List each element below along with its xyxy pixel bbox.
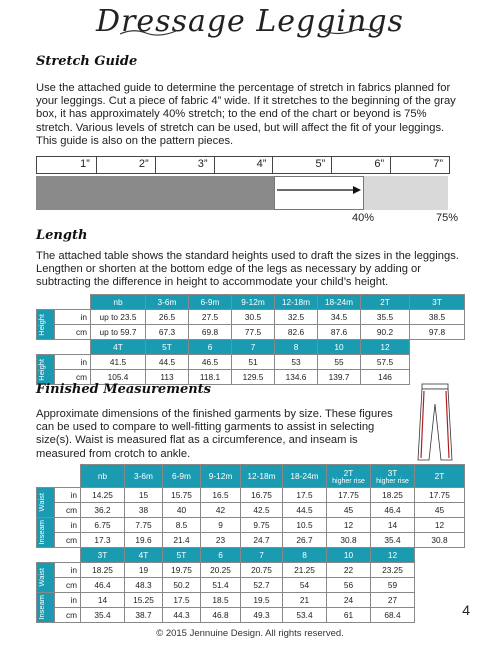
ruler-label: 4” <box>256 158 267 170</box>
ruler-tick <box>155 157 156 173</box>
table-cell: 42 <box>201 503 241 518</box>
table-cell: 9.75 <box>241 518 283 533</box>
table-cell: 30.5 <box>232 310 275 325</box>
table-cell: 49.3 <box>241 608 283 623</box>
table-cell: 20.75 <box>241 563 283 578</box>
size-header: 2T higher rise <box>327 465 371 488</box>
unit-label: cm <box>55 370 91 385</box>
table-cell: 6.75 <box>81 518 125 533</box>
size-header: 8 <box>283 548 327 563</box>
table-cell: 146 <box>361 370 410 385</box>
table-cell: 46.8 <box>201 608 241 623</box>
table-cell: 57.5 <box>361 355 410 370</box>
table-cell: 14 <box>81 593 125 608</box>
size-header: nb <box>91 295 146 310</box>
table-cell: 139.7 <box>318 370 361 385</box>
unit-label: cm <box>55 325 91 340</box>
table-cell: 27 <box>371 593 415 608</box>
table-cell: 26.7 <box>283 533 327 548</box>
table-cell: 32.5 <box>275 310 318 325</box>
pct-40-label: 40% <box>352 212 375 224</box>
ruler-label: 2” <box>138 158 149 170</box>
table-cell: 18.25 <box>81 563 125 578</box>
table-cell: 129.5 <box>232 370 275 385</box>
table-cell: 24.7 <box>241 533 283 548</box>
table-cell: 59 <box>371 578 415 593</box>
ruler-tick <box>331 157 332 173</box>
table-cell: 105.4 <box>91 370 146 385</box>
higher-rise-note: higher rise <box>376 477 409 485</box>
table-cell: 30.8 <box>415 533 465 548</box>
table-cell: 35.4 <box>371 533 415 548</box>
table-cell: 23 <box>201 533 241 548</box>
table-cell: 21.4 <box>163 533 201 548</box>
table-cell: 16.5 <box>201 488 241 503</box>
inseam-row-label: Inseam <box>37 518 55 548</box>
table-cell: 87.6 <box>318 325 361 340</box>
table-cell: 38 <box>125 503 163 518</box>
unit-label: in <box>55 563 81 578</box>
ruler-label: 5” <box>315 158 326 170</box>
ruler-label: 3” <box>197 158 208 170</box>
table-cell: 46.5 <box>189 355 232 370</box>
table-cell: 38.5 <box>410 310 465 325</box>
leggings-illustration-icon <box>412 382 458 462</box>
table-cell: 118.1 <box>189 370 232 385</box>
table-cell: 12 <box>327 518 371 533</box>
inseam-row-label: Inseam <box>37 593 55 623</box>
size-header: nb <box>81 465 125 488</box>
table-cell: 40 <box>163 503 201 518</box>
ruler-tick <box>272 157 273 173</box>
ruler-label: 6” <box>374 158 385 170</box>
page-number: 4 <box>462 602 470 618</box>
size-header: 18-24m <box>318 295 361 310</box>
table-cell: 82.6 <box>275 325 318 340</box>
size-header: 5T <box>146 340 189 355</box>
table-cell: 27.5 <box>189 310 232 325</box>
table-cell: 21.25 <box>283 563 327 578</box>
higher-rise-note: higher rise <box>332 477 365 485</box>
ruler-tick <box>214 157 215 173</box>
table-cell: 15.25 <box>125 593 163 608</box>
table-cell: 20.25 <box>201 563 241 578</box>
table-cell: 12 <box>415 518 465 533</box>
table-cell: 19.5 <box>241 593 283 608</box>
table-cell: 53.4 <box>283 608 327 623</box>
table-cell: 77.5 <box>232 325 275 340</box>
table-cell: 17.75 <box>327 488 371 503</box>
table-cell: 34.5 <box>318 310 361 325</box>
unit-label: in <box>55 593 81 608</box>
size-header: 18-24m <box>283 465 327 488</box>
table-cell: 44.5 <box>283 503 327 518</box>
table-cell: 14 <box>371 518 415 533</box>
height-row-label: Height <box>37 310 55 340</box>
page-title: Dressage Leggings <box>96 4 404 39</box>
length-heading: Length <box>36 228 88 243</box>
table-cell: 8.5 <box>163 518 201 533</box>
unit-label: cm <box>55 578 81 593</box>
unit-label: in <box>55 518 81 533</box>
unit-label: in <box>55 310 91 325</box>
table-cell: 53 <box>275 355 318 370</box>
stretch-guide-paragraph: Use the attached guide to determine the percentage of stretch in fabrics planned for your leggings. Cut a piece of fabric 4” wide. If it stretches to the beginning of the gray box, it has approximately 40% stretch; to the end of the chart or beyond is 75% stretch. Various levels of stretch can be used, but will affect the fit of your leggings. This guide is also on the pattern pieces. <box>36 82 456 147</box>
ruler-tick <box>390 157 391 173</box>
ruler-tick <box>96 157 97 173</box>
table-cell: 51 <box>232 355 275 370</box>
table-cell: 61 <box>327 608 371 623</box>
table-cell: 90.2 <box>361 325 410 340</box>
size-header: 6-9m <box>163 465 201 488</box>
table-cell: 14.25 <box>81 488 125 503</box>
table-cell: 18.25 <box>371 488 415 503</box>
table-cell: 17.5 <box>163 593 201 608</box>
table-cell: 97.8 <box>410 325 465 340</box>
inch-ruler <box>36 156 450 174</box>
stretch-dark-box <box>36 176 274 210</box>
waist-row-label: Waist <box>37 488 55 518</box>
finished-measurements-paragraph: Approximate dimensions of the finished garments by size. These figures can be used to compare to well-fitting garments to assist in selecting size(s). Waist is measured flat as a circumference, and inseam is measured from crotch to ankle. <box>36 408 393 460</box>
table-cell: 46.4 <box>371 503 415 518</box>
table-cell: up to 23.5 <box>91 310 146 325</box>
unit-label: in <box>55 355 91 370</box>
size-header: 3T higher rise <box>371 465 415 488</box>
length-paragraph: The attached table shows the standard heights used to draft the sizes in the leggings. Lengthen or shorten at the bottom edge of the legs as necessary by adding or subtracting the difference in height to accommodate your child’s height. <box>36 250 459 289</box>
size-header: 12-18m <box>241 465 283 488</box>
finished-measurements-table <box>36 464 465 623</box>
table-cell: 17.5 <box>283 488 327 503</box>
arrow-right-icon <box>275 177 365 211</box>
ruler-label: 7” <box>433 158 443 170</box>
pct-75-label: 75% <box>436 212 459 224</box>
table-cell: 23.25 <box>371 563 415 578</box>
size-header: 5T <box>163 548 201 563</box>
size-header: 3T <box>81 548 125 563</box>
table-cell: 22 <box>327 563 371 578</box>
size-header: 8 <box>275 340 318 355</box>
size-header: 4T <box>91 340 146 355</box>
table-cell: 67.3 <box>146 325 189 340</box>
unit-label: in <box>55 488 81 503</box>
size-header: 2T <box>415 465 465 488</box>
table-cell: up to 59.7 <box>91 325 146 340</box>
table-cell: 68.4 <box>371 608 415 623</box>
table-cell: 55 <box>318 355 361 370</box>
table-cell: 19 <box>125 563 163 578</box>
table-cell: 10.5 <box>283 518 327 533</box>
size-header: 2T <box>361 295 410 310</box>
table-cell: 19.6 <box>125 533 163 548</box>
right-swirl-ornament <box>322 26 382 38</box>
table-cell: 50.2 <box>163 578 201 593</box>
finished-measurements-heading: Finished Measurements <box>36 382 211 397</box>
table-cell: 45 <box>327 503 371 518</box>
table-cell: 24 <box>327 593 371 608</box>
table-cell: 21 <box>283 593 327 608</box>
table-cell: 41.5 <box>91 355 146 370</box>
unit-label: cm <box>55 608 81 623</box>
table-cell: 44.3 <box>163 608 201 623</box>
left-swirl-ornament <box>118 26 178 38</box>
size-header: 10 <box>327 548 371 563</box>
size-header: 12 <box>361 340 410 355</box>
table-cell: 134.6 <box>275 370 318 385</box>
table-cell: 26.5 <box>146 310 189 325</box>
size-header: 6-9m <box>189 295 232 310</box>
table-cell: 42.5 <box>241 503 283 518</box>
size-header: 3-6m <box>125 465 163 488</box>
table-cell: 54 <box>283 578 327 593</box>
unit-label: cm <box>55 533 81 548</box>
table-cell: 51.4 <box>201 578 241 593</box>
table-cell: 52.7 <box>241 578 283 593</box>
size-header: 10 <box>318 340 361 355</box>
table-cell: 46.4 <box>81 578 125 593</box>
table-cell: 45 <box>415 503 465 518</box>
size-header: 12-18m <box>275 295 318 310</box>
stretch-guide-heading: Stretch Guide <box>36 54 138 69</box>
size-header: 7 <box>232 340 275 355</box>
height-row-label: Height <box>37 355 55 385</box>
table-cell: 36.2 <box>81 503 125 518</box>
unit-label: cm <box>55 503 81 518</box>
table-cell: 9 <box>201 518 241 533</box>
length-table <box>36 294 465 385</box>
copyright-footer: © 2015 Jennuine Design. All rights reserved. <box>156 628 344 639</box>
size-header: 9-12m <box>232 295 275 310</box>
table-cell: 18.5 <box>201 593 241 608</box>
waist-row-label: Waist <box>37 563 55 593</box>
table-cell: 16.75 <box>241 488 283 503</box>
size-header: 4T <box>125 548 163 563</box>
table-cell: 44.5 <box>146 355 189 370</box>
size-header: 6 <box>201 548 241 563</box>
size-header: 3T <box>410 295 465 310</box>
table-cell: 15.75 <box>163 488 201 503</box>
table-cell: 48.3 <box>125 578 163 593</box>
table-cell: 17.3 <box>81 533 125 548</box>
size-header: 12 <box>371 548 415 563</box>
table-cell: 38.7 <box>125 608 163 623</box>
table-cell: 35.5 <box>361 310 410 325</box>
size-header: 7 <box>241 548 283 563</box>
table-cell: 15 <box>125 488 163 503</box>
stretch-white-box <box>274 176 364 210</box>
table-cell: 30.8 <box>327 533 371 548</box>
table-cell: 113 <box>146 370 189 385</box>
size-header: 9-12m <box>201 465 241 488</box>
table-cell: 69.8 <box>189 325 232 340</box>
table-cell: 19.75 <box>163 563 201 578</box>
ruler-label: 1” <box>80 158 90 170</box>
table-cell: 7.75 <box>125 518 163 533</box>
table-cell: 17.75 <box>415 488 465 503</box>
size-header: 6 <box>189 340 232 355</box>
table-cell: 35.4 <box>81 608 125 623</box>
stretch-light-box <box>364 176 448 210</box>
size-header: 3-6m <box>146 295 189 310</box>
table-cell: 56 <box>327 578 371 593</box>
